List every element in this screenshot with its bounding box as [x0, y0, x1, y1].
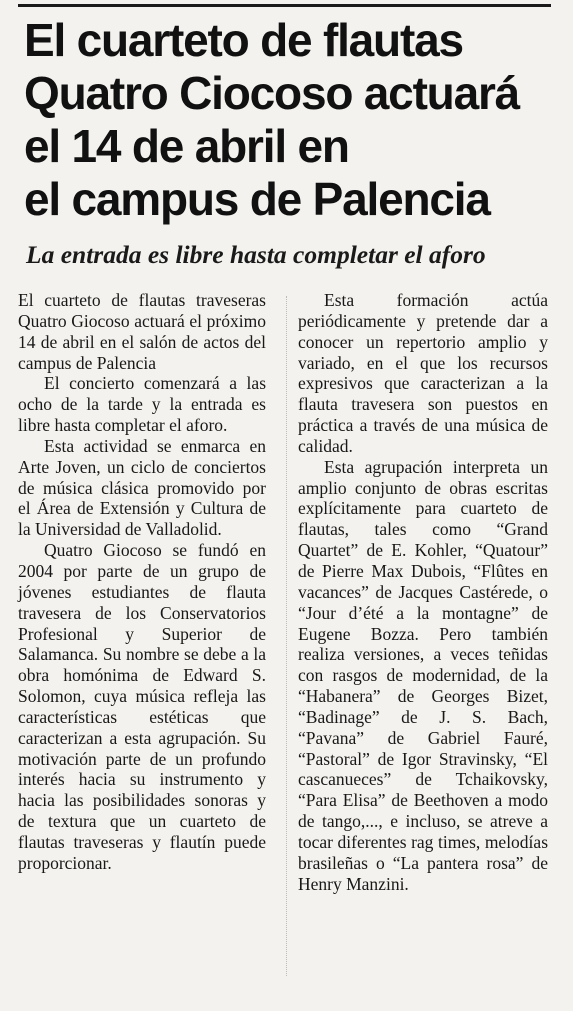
article-column-right: [298, 290, 548, 894]
top-rule: [18, 4, 551, 7]
headline-line: El cuarteto de flautas: [24, 14, 463, 66]
paragraph: El cuarteto de flautas traveseras Quatro Giocoso actuará el próximo 14 de abril en el salón de actos del campus de Palencia: [18, 290, 266, 373]
paragraph: Esta actividad se enmarca en Arte Joven, un ciclo de conciertos de música clásica promovido por el Área de Extensión y Cultura de la Universidad de Valladolid.: [18, 435, 266, 540]
paragraph: Esta agrupación interpreta un amplio conjunto de obras escritas explícitamente para cuarteto de flautas, tales como “Grand Quartet” de E. Kohler, “Quatour” de Pierre Max Dubois, “Flûtes en vacances” de Jacques Castérede, o “Jour d’été a la montagne” de Eugene Bozza. Pero también realiza versiones, a veces teñidas con rasgos de modernidad, de la “Habanera” de Georges Bizet, “Badinage” de J. S. Bach, “Pavana” de Gabriel Fauré, “Pastoral” de Igor Stravinsky, “El cascanueces” de Tchaikovsky, “Para Elisa” de Beethoven a modo de tango,..., e incluso, se atreve a tocar diferentes rag times, melodías brasileñas o “La pantera rosa” de Henry Manzini.: [298, 456, 548, 894]
article-column-left: [18, 290, 266, 874]
paragraph: Quatro Giocoso se fundó en 2004 por parte de un grupo de jóvenes estudiantes de flauta travesera de los Conservatorios Profesional y Superior de Salamanca. Su nombre se debe a la obra homónima de Edward S. Solomon, cuya música refleja las características estéticas que caracterizan a esta agrupación. Su motivación parte de un profundo interés hacia su instrumento y hacia las posibilidades sonoras y de textura que un cuarteto de flautas traveseras y flautín puede proporcionar.: [18, 540, 266, 873]
headline-line: Quatro Ciocoso actuará: [24, 67, 520, 119]
headline: [24, 14, 559, 226]
headline-line: el campus de Palencia: [24, 173, 490, 225]
paragraph: Esta formación actúa periódicamente y pretende dar a conocer un repertorio amplio y variado, en el que los recursos expresivos que caracterizan a la flauta travesera son puestos en práctica a través de una música de calidad.: [298, 290, 548, 456]
headline-line: el 14 de abril en: [24, 120, 349, 172]
column-divider: [286, 296, 287, 976]
subheadline: La entrada es libre hasta completar el aforo: [26, 240, 486, 269]
paragraph: El concierto comenzará a las ocho de la tarde y la entrada es libre hasta completar el aforo.: [18, 373, 266, 436]
